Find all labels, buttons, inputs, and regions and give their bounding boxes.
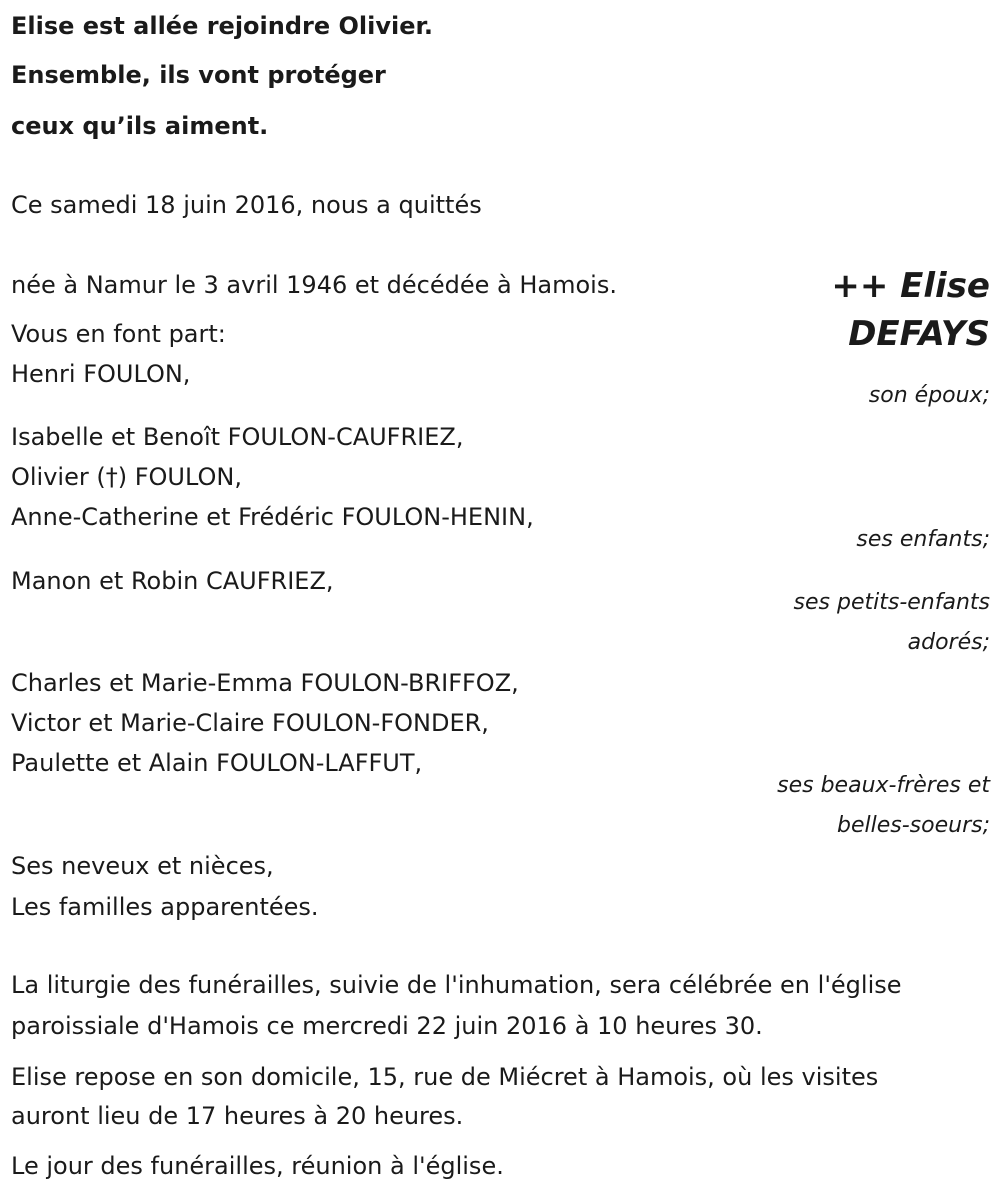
- intro-line-2: Ensemble, ils vont protéger: [11, 61, 386, 89]
- liturgy-line-2: paroissiale d'Hamois ce mercredi 22 juin 2016 à 10 heures 30.: [11, 1012, 763, 1040]
- spouse-relation: son époux;: [868, 383, 990, 408]
- child-1: Isabelle et Benoît FOULON-CAUFRIEZ,: [11, 423, 464, 451]
- in-laws-relation-2: belles-soeurs;: [837, 813, 990, 838]
- meeting: Le jour des funérailles, réunion à l'église.: [11, 1152, 504, 1180]
- intro-line-3: ceux qu’ils aiment.: [11, 112, 269, 140]
- grandchildren-relation-2: adorés;: [907, 630, 990, 655]
- rest-line-1: Elise repose en son domicile, 15, rue de Miécret à Hamois, où les visites: [11, 1063, 879, 1091]
- deceased-name-line-2: DEFAYS: [848, 314, 990, 354]
- others-1: Ses neveux et nièces,: [11, 852, 274, 880]
- children-relation: ses enfants;: [856, 527, 990, 552]
- child-2: Olivier (†) FOULON,: [11, 463, 242, 491]
- birth-death: née à Namur le 3 avril 1946 et décédée à Hamois.: [11, 271, 617, 299]
- deceased-name-line-1: ++ Elise: [831, 266, 990, 306]
- grandchild-1: Manon et Robin CAUFRIEZ,: [11, 567, 334, 595]
- rest-line-2: auront lieu de 17 heures à 20 heures.: [11, 1102, 464, 1130]
- spouse-name: Henri FOULON,: [11, 360, 191, 388]
- grandchildren-relation-1: ses petits-enfants: [793, 590, 990, 615]
- in-laws-relation-1: ses beaux-frères et: [777, 773, 990, 798]
- in-law-2: Victor et Marie-Claire FOULON-FONDER,: [11, 709, 489, 737]
- child-3: Anne-Catherine et Frédéric FOULON-HENIN,: [11, 503, 534, 531]
- in-law-3: Paulette et Alain FOULON-LAFFUT,: [11, 749, 423, 777]
- announcement: Ce samedi 18 juin 2016, nous a quittés: [11, 191, 482, 219]
- notice-intro: Vous en font part:: [11, 320, 226, 348]
- liturgy-line-1: La liturgie des funérailles, suivie de l'inhumation, sera célébrée en l'église: [11, 971, 902, 999]
- others-2: Les familles apparentées.: [11, 893, 319, 921]
- in-law-1: Charles et Marie-Emma FOULON-BRIFFOZ,: [11, 669, 519, 697]
- intro-line-1: Elise est allée rejoindre Olivier.: [11, 12, 434, 40]
